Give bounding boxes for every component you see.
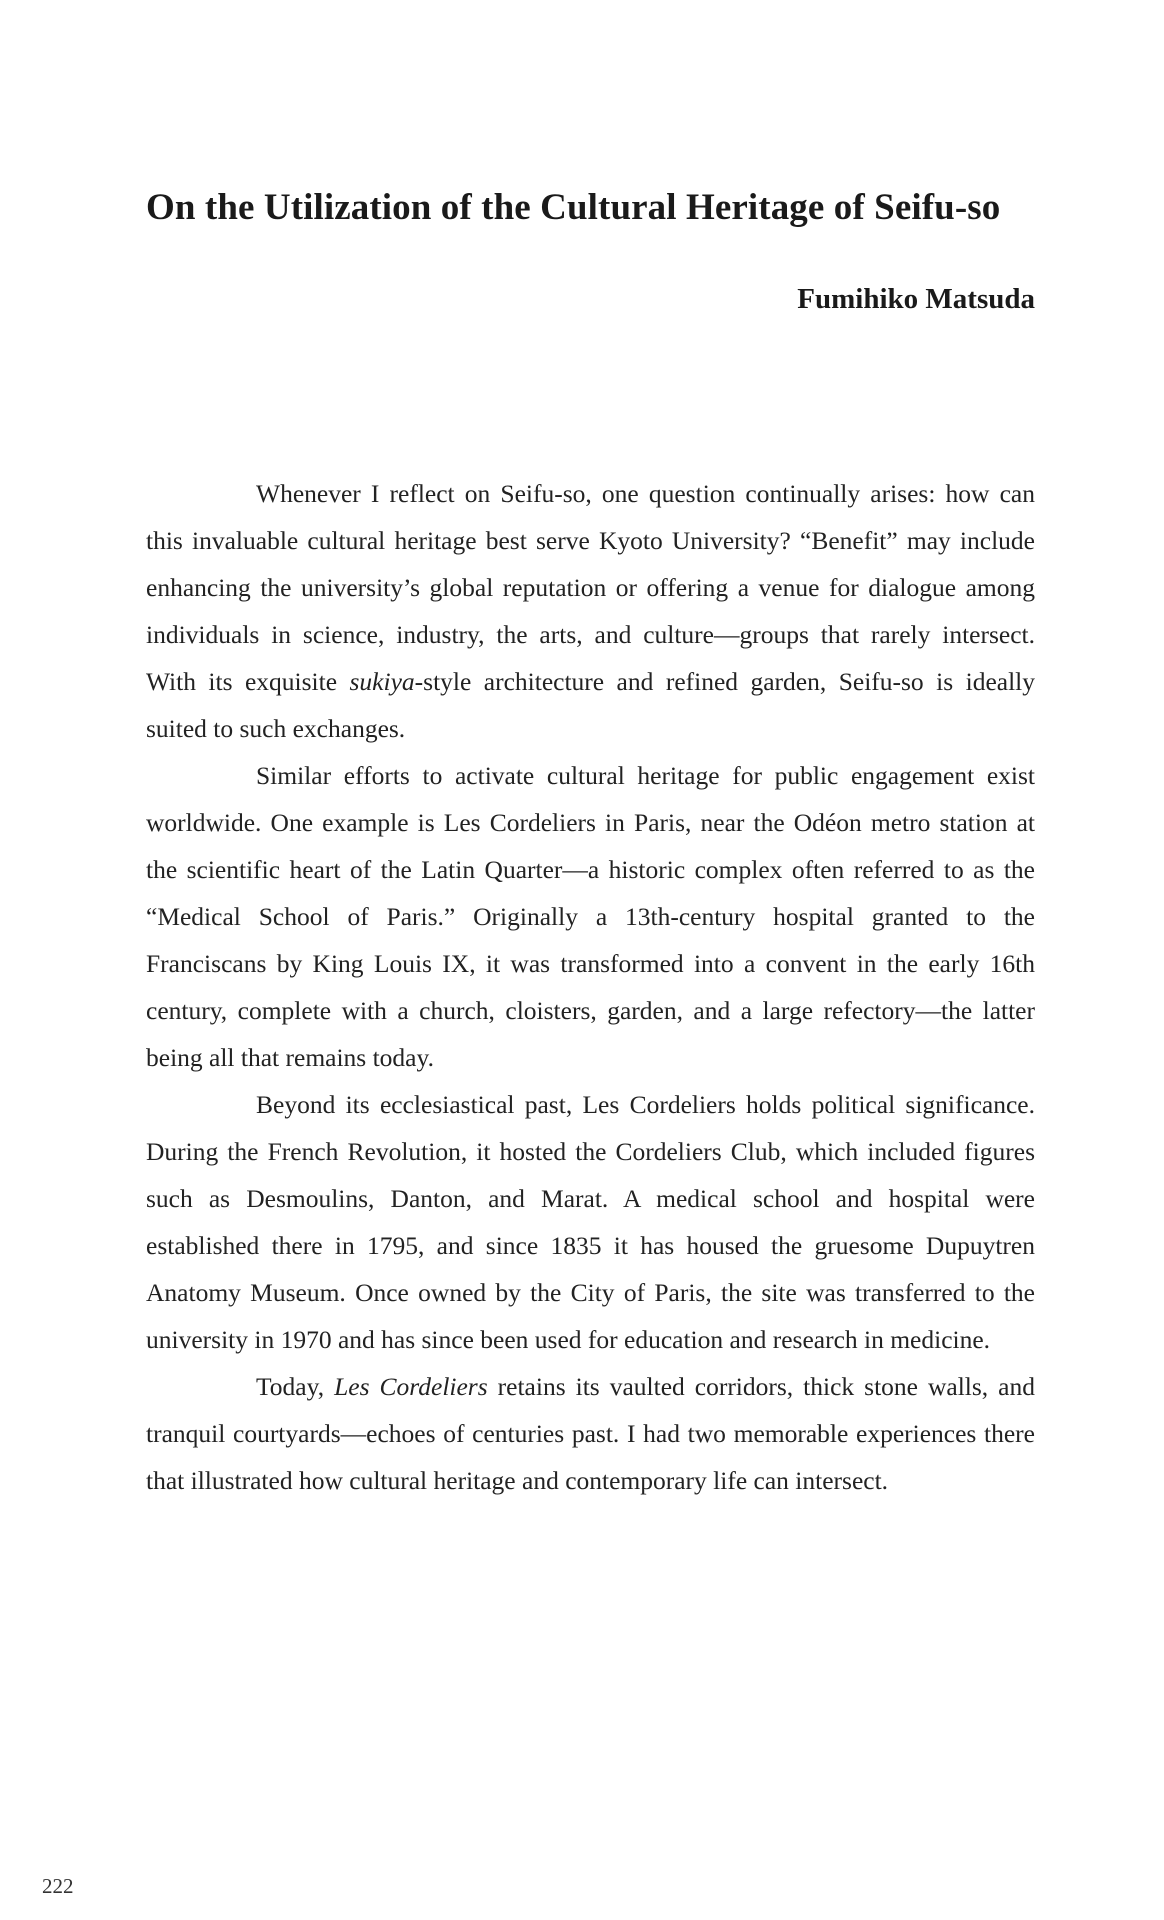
title-block <box>146 188 1036 228</box>
paragraph <box>146 752 1035 1081</box>
article-body <box>146 470 1035 1504</box>
text-segment: -style architecture and refined garden, Seifu-so is ideally suited to such exchanges. <box>146 667 1035 743</box>
text-segment: Similar efforts to activate cultural heritage for public engagement exist worldwide. One example is Les Cordeliers in Paris, near the Odéon metro station at the scientific heart of the Latin Quarter—a historic complex often referred to as the “Medical School of Paris.” Originally a 13th-century hospital granted to the Franciscans by King Louis IX, it was transformed into a convent in the early 16th century, complete with a church, cloisters, garden, and a large refectory—the latter being all that remains today. <box>146 761 1035 1072</box>
text-segment: retains its vaulted corridors, thick stone walls, and tranquil courtyards—echoes of centuries past. I had two memorable experiences there that illustrated how cultural heritage and contemporary life can intersect. <box>146 1372 1035 1495</box>
text-segment: Beyond its ecclesiastical past, Les Cordeliers holds political significance. During the French Revolution, it hosted the Cordeliers Club, which included figures such as Desmoulins, Danton, and Marat. A medical school and hospital were established there in 1795, and since 1835 it has housed the gruesome Dupuytren Anatomy Museum. Once owned by the City of Paris, the site was transferred to the university in 1970 and has since been used for education and research in medicine. <box>146 1090 1035 1354</box>
paragraph <box>146 1363 1035 1504</box>
author-name: Fumihiko Matsuda <box>797 283 1035 315</box>
article-title: On the Utilization of the Cultural Heritage of Seifu-so <box>146 187 1001 228</box>
paragraph <box>146 1081 1035 1363</box>
paragraph <box>146 470 1035 752</box>
text-segment: Today, <box>256 1372 335 1401</box>
italic-term: sukiya <box>349 667 415 696</box>
page-number: 222 <box>42 1874 74 1898</box>
italic-term: Les Cordeliers <box>334 1372 488 1401</box>
text-segment: Whenever I reflect on Seifu-so, one question continually arises: how can this invaluable cultural heritage best serve Kyoto University? “Benefit” may include enhancing the university’s global reputation or offering a venue for dialogue among individuals in science, industry, the arts, and culture—groups that rarely intersect. With its exquisite <box>146 479 1035 696</box>
